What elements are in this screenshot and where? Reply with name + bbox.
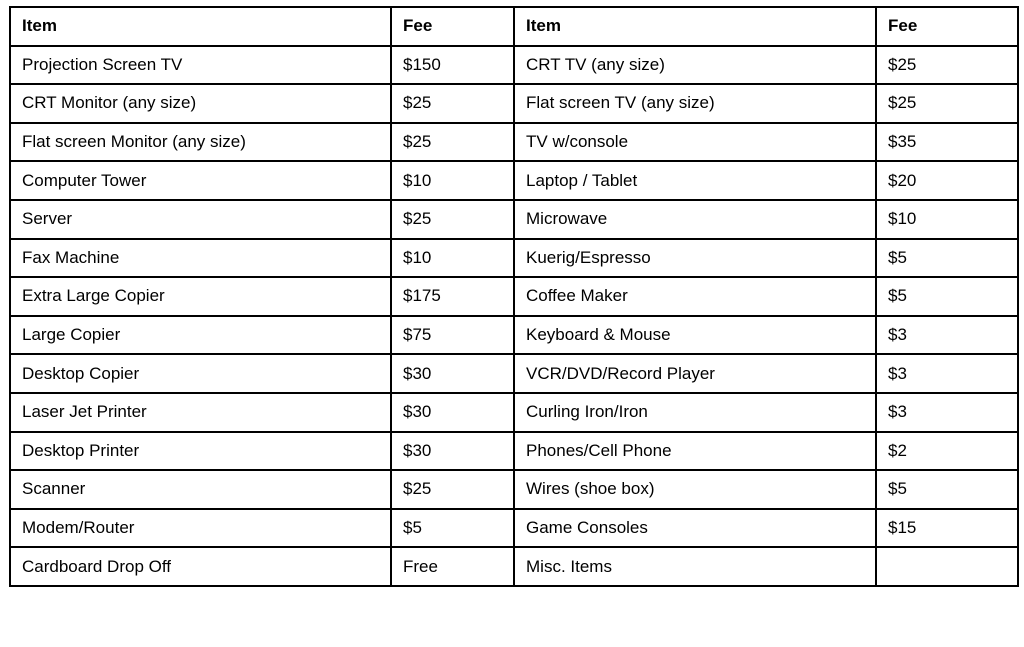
cell-item-left: Large Copier [10, 316, 391, 355]
table-row [10, 316, 1018, 355]
cell-fee-left: $10 [391, 161, 514, 200]
cell-item-left: CRT Monitor (any size) [10, 84, 391, 123]
header-item-left: Item [10, 7, 391, 46]
cell-item-left: Projection Screen TV [10, 46, 391, 85]
table-row [10, 46, 1018, 85]
cell-fee-left: Free [391, 547, 514, 586]
cell-fee-right: $35 [876, 123, 1018, 162]
cell-item-right: Flat screen TV (any size) [514, 84, 876, 123]
cell-item-right: VCR/DVD/Record Player [514, 354, 876, 393]
cell-fee-right: $25 [876, 84, 1018, 123]
cell-item-left: Modem/Router [10, 509, 391, 548]
table-row [10, 470, 1018, 509]
cell-fee-right: $3 [876, 393, 1018, 432]
table-row [10, 200, 1018, 239]
cell-fee-right: $5 [876, 239, 1018, 278]
cell-item-left: Flat screen Monitor (any size) [10, 123, 391, 162]
cell-item-right: Wires (shoe box) [514, 470, 876, 509]
table-row [10, 432, 1018, 471]
cell-fee-right: $3 [876, 316, 1018, 355]
cell-fee-right: $15 [876, 509, 1018, 548]
cell-fee-left: $25 [391, 200, 514, 239]
table-row [10, 239, 1018, 278]
cell-item-left: Server [10, 200, 391, 239]
cell-item-left: Laser Jet Printer [10, 393, 391, 432]
cell-fee-left: $25 [391, 84, 514, 123]
cell-item-left: Computer Tower [10, 161, 391, 200]
cell-item-right: TV w/console [514, 123, 876, 162]
cell-item-right: Kuerig/Espresso [514, 239, 876, 278]
cell-fee-left: $5 [391, 509, 514, 548]
cell-fee-left: $30 [391, 354, 514, 393]
header-fee-left: Fee [391, 7, 514, 46]
cell-fee-right: $10 [876, 200, 1018, 239]
cell-item-left: Scanner [10, 470, 391, 509]
cell-item-left: Desktop Copier [10, 354, 391, 393]
header-item-right: Item [514, 7, 876, 46]
cell-fee-right: $25 [876, 46, 1018, 85]
table-header [10, 7, 1018, 46]
cell-item-left: Cardboard Drop Off [10, 547, 391, 586]
cell-item-right: Laptop / Tablet [514, 161, 876, 200]
cell-item-right: Misc. Items [514, 547, 876, 586]
cell-fee-left: $30 [391, 393, 514, 432]
cell-item-left: Extra Large Copier [10, 277, 391, 316]
cell-fee-left: $10 [391, 239, 514, 278]
cell-fee-left: $25 [391, 470, 514, 509]
fee-table [9, 6, 1019, 587]
table-row [10, 509, 1018, 548]
cell-fee-right [876, 547, 1018, 586]
header-row [10, 7, 1018, 46]
cell-fee-left: $150 [391, 46, 514, 85]
cell-item-right: Phones/Cell Phone [514, 432, 876, 471]
cell-fee-right: $5 [876, 277, 1018, 316]
cell-fee-right: $5 [876, 470, 1018, 509]
cell-item-right: Curling Iron/Iron [514, 393, 876, 432]
table-row [10, 277, 1018, 316]
table-row [10, 547, 1018, 586]
cell-fee-right: $3 [876, 354, 1018, 393]
cell-item-right: Game Consoles [514, 509, 876, 548]
cell-item-right: CRT TV (any size) [514, 46, 876, 85]
cell-fee-left: $25 [391, 123, 514, 162]
cell-fee-right: $20 [876, 161, 1018, 200]
cell-fee-left: $30 [391, 432, 514, 471]
cell-item-right: Keyboard & Mouse [514, 316, 876, 355]
table-row [10, 354, 1018, 393]
table-row [10, 161, 1018, 200]
cell-item-left: Desktop Printer [10, 432, 391, 471]
table-body [10, 46, 1018, 586]
table-row [10, 393, 1018, 432]
cell-item-left: Fax Machine [10, 239, 391, 278]
cell-fee-left: $75 [391, 316, 514, 355]
table-row [10, 123, 1018, 162]
cell-item-right: Coffee Maker [514, 277, 876, 316]
table-row [10, 84, 1018, 123]
cell-fee-left: $175 [391, 277, 514, 316]
cell-item-right: Microwave [514, 200, 876, 239]
header-fee-right: Fee [876, 7, 1018, 46]
cell-fee-right: $2 [876, 432, 1018, 471]
